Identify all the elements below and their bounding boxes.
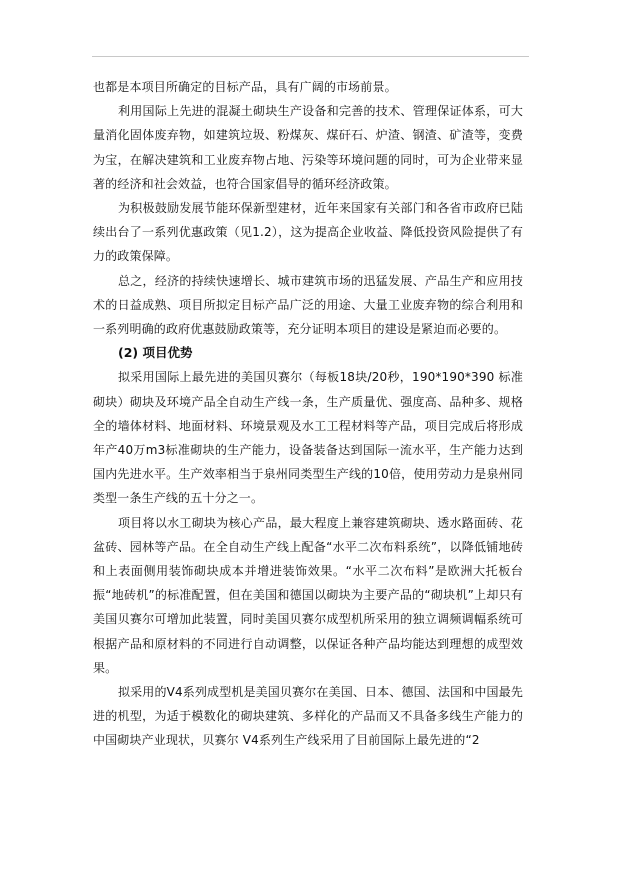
paragraph-6: 项目将以水工砌块为核心产品，最大程度上兼容建筑砌块、透水路面砖、花盆砖、园林等产品。在全自动生产线上配备“水平二次布料系统”，以降低铺地砖和上表面侧用装饰砌块成本并增进装饰效果。“水平二次布料”是欧洲大托板台振“地砖机”的标准配置，但在美国和德国以砌块为主要产品的“砌块机”上却只有美国贝赛尔可增加此装置，同时美国贝赛尔成型机所采用的独立调频调幅系统可根据产品和原材料的不同进行自动调整，以保证各种产品均能达到理想的成型效果。 <box>93 515 523 675</box>
paragraph-3: 为积极鼓励发展节能环保新型建材，近年来国家有关部门和各省市政府已陆续出台了一系列优惠政策（见1.2），这为提高企业收益、降低投资风险提供了有力的政策保障。 <box>93 201 523 264</box>
header-rule <box>92 56 529 57</box>
paragraph-2: 利用国际上先进的混凝土砌块生产设备和完善的技术、管理保证体系，可大量消化固体废弃物，如建筑垃圾、粉煤灰、煤矸石、炉渣、钢渣、矿渣等，变费为宝，在解决建筑和工业废弃物占地、污染等环境问题的同时，可为企业带来显著的经济和社会效益，也符合国家倡导的循环经济政策。 <box>93 104 523 191</box>
paragraph-5: 拟采用国际上最先进的美国贝赛尔（每板18块/20秒，190*190*390 标准砌块）砌块及环境产品全自动生产线一条，生产质量优、强度高、品种多、规格全的墙体材料、地面材料、环境景观及水工工程材料等产品，项目完成后将形成年产40万m3标准砌块的生产能力，设备装备达到国际一流水平，生产能力达到国内先进水平。生产效率相当于泉州同类型生产线的10倍，使用劳动力是泉州同类型一条生产线的五十分之一。 <box>93 370 523 506</box>
paragraph-4: 总之，经济的持续快速增长、城市建筑市场的迅猛发展、产品生产和应用技术的日益成熟、项目所拟定目标产品广泛的用途、大量工业废弃物的综合利用和一系列明确的政府优惠鼓励政策等，充分证明本项目的建设是紧迫而必要的。 <box>93 273 523 337</box>
paragraph-1: 也都是本项目所确定的目标产品，具有广阔的市场前景。 <box>93 80 397 94</box>
paragraph-7: 拟采用的V4系列成型机是美国贝赛尔在美国、日本、德国、法国和中国最先进的机型，为适于模数化的砌块建筑、多样化的产品而又不具备多线生产能力的中国砌块产业现状，贝赛尔 V4系列生产线采用了目前国际上最先进的“2 <box>93 685 523 748</box>
document-body <box>93 75 523 753</box>
section-heading-project-advantages: (2) 项目优势 <box>118 345 193 361</box>
